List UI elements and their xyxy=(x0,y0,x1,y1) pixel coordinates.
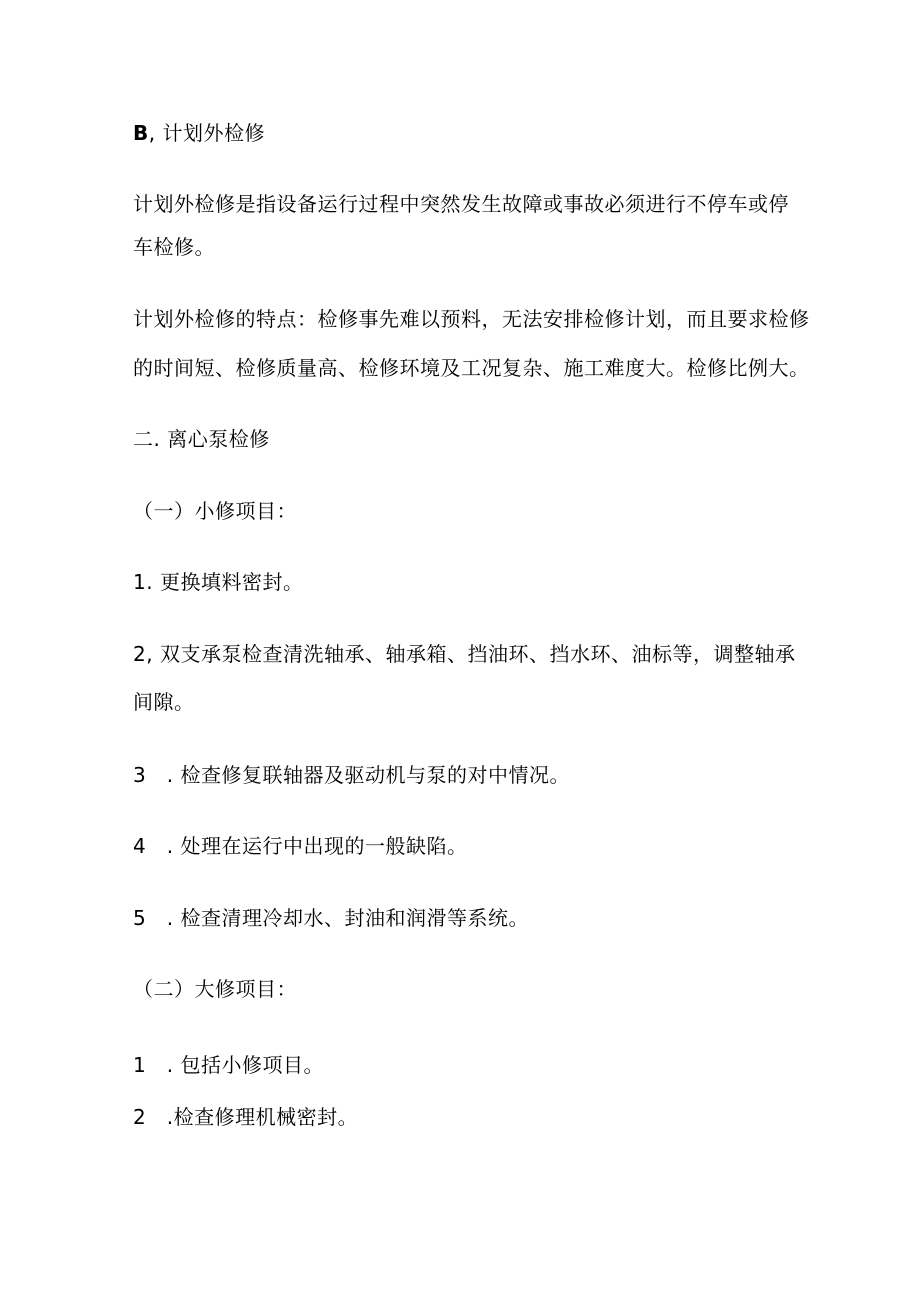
list-item: 3 . 检查修复联轴器及驱动机与泵的对中情况。 xyxy=(133,763,570,787)
list-item-continuation: 间隙。 xyxy=(133,690,195,714)
list-item: 2, 双支承泵检查清洗轴承、轴承箱、挡油环、挡水环、油标等，调整轴承 xyxy=(133,642,796,666)
list-item: 1. 更换填料密封。 xyxy=(133,570,304,594)
paragraph-line: 计划外检修是指设备运行过程中突然发生故障或事故必须进行不停车或停 xyxy=(133,192,789,216)
section-heading-pump-maintenance: 二. 离心泵检修 xyxy=(133,427,270,451)
paragraph-line: 的时间短、检修质量高、检修环境及工况复杂、施工难度大。检修比例大。 xyxy=(133,356,810,380)
paragraph-line: 计划外检修的特点：检修事先难以预料，无法安排检修计划，而且要求检修 xyxy=(133,307,810,331)
subsection-heading-minor-repair: （一）小修项目： xyxy=(133,499,297,523)
list-item: 2 .检查修理机械密封。 xyxy=(133,1105,359,1129)
subsection-heading-major-repair: （二）大修项目： xyxy=(133,977,297,1001)
paragraph-line: 车检修。 xyxy=(133,235,215,259)
list-item: 5 . 检查清理冷却水、封油和润滑等系统。 xyxy=(133,906,529,930)
list-item: 4 . 处理在运行中出现的一般缺陷。 xyxy=(133,834,468,858)
section-heading-unplanned-maintenance: B, 计划外检修 xyxy=(133,121,265,145)
list-item: 1 . 包括小修项目。 xyxy=(133,1053,324,1077)
